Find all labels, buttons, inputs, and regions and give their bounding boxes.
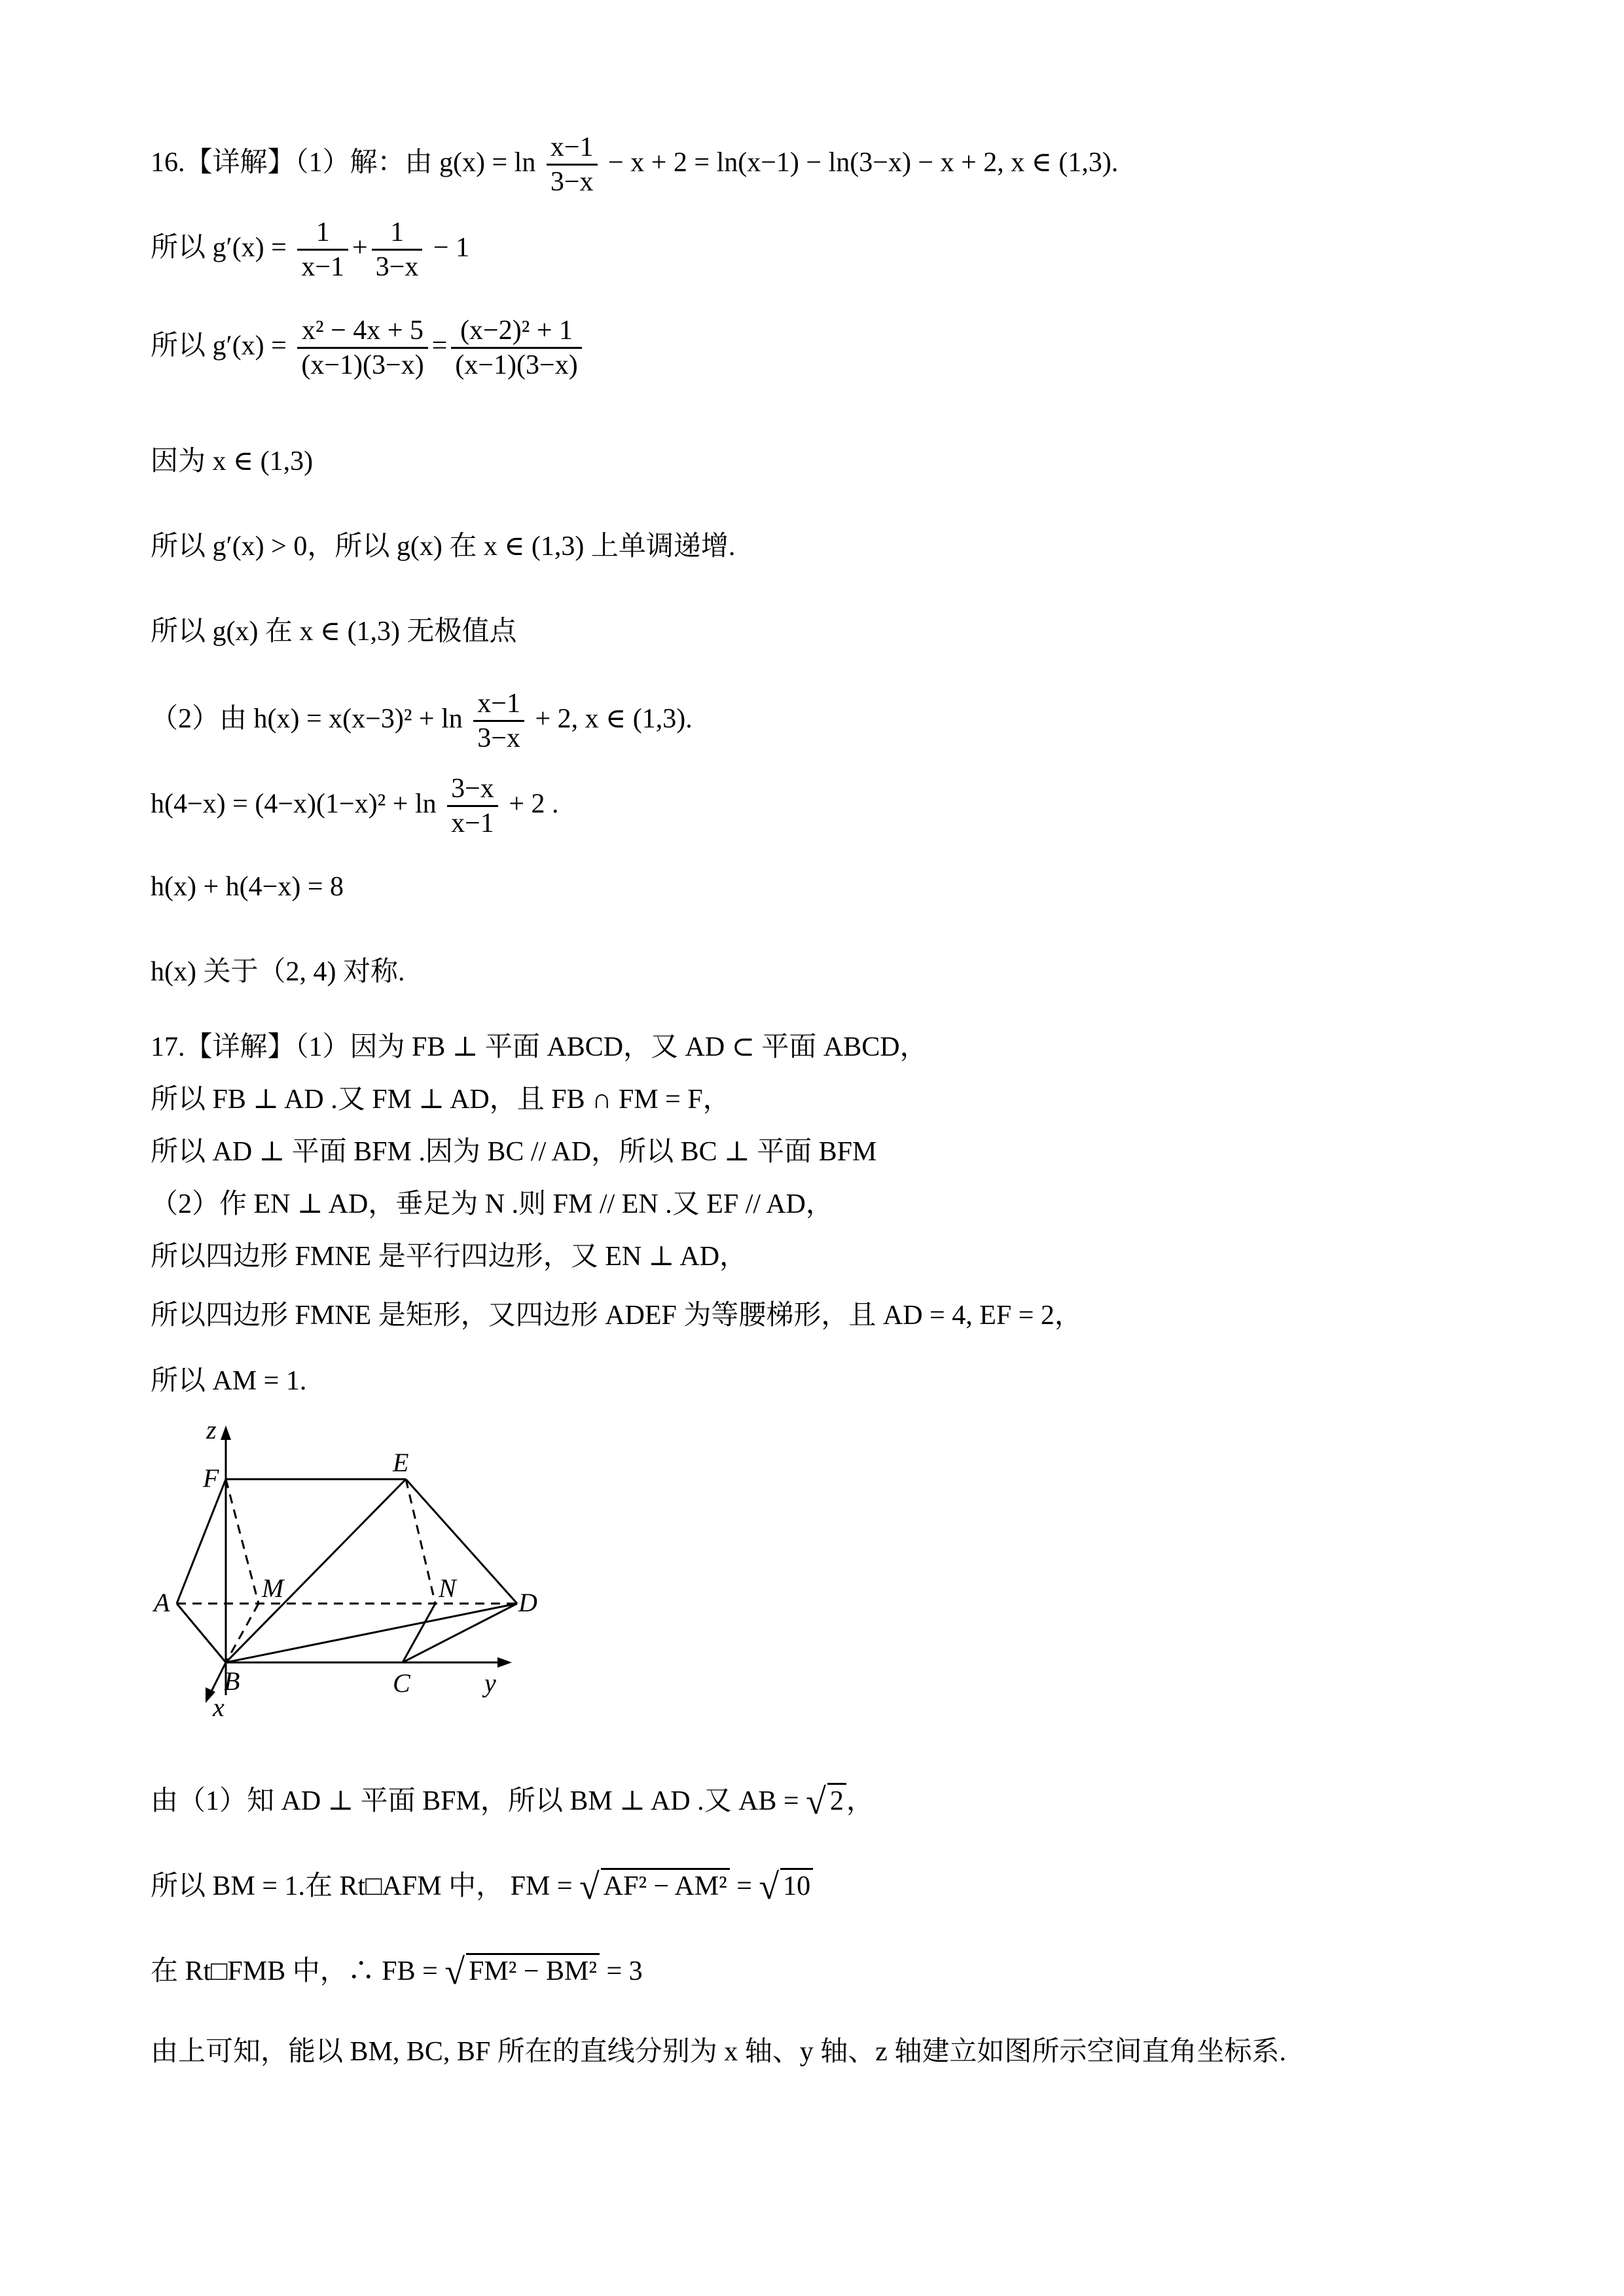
label-M: M [262, 1573, 284, 1603]
line-16-intro: 16.【详解】（1）解：由 g(x) = ln $\frac{x-1}{3-x}$ − x + 2 = ln(x−1) − ln(3−x) − x + 2, x ∈ (1,3). [151, 131, 1118, 199]
z-axis-arrow [221, 1426, 231, 1440]
line-17-5: 所以四边形 FMNE 是平行四边形，又 EN ⊥ AD， [151, 1242, 748, 1272]
line-17-am: 所以 AM = 1. [151, 1366, 307, 1396]
line-h-4-minus-x: h(4−x) = (4−x)(1−x)² + ln $\frac{3-x}{x-1}$ + 2 . [151, 772, 559, 840]
line-symmetry: h(x) 关于（2, 4) 对称. [151, 957, 405, 987]
line-17-2: 所以 FB ⊥ AD .又 FM ⊥ AD，且 FB ∩ FM = F， [151, 1085, 731, 1115]
fraction: $\frac{1}{3-x}$ [372, 216, 423, 284]
line-no-extremum: 所以 g(x) 在 x ∈ (1,3) 无极值点 [151, 617, 517, 647]
line-fm: 所以 BM = 1.在 Rt□AFM 中， FM = √ AF² − AM² = √ 10 [151, 1865, 813, 1909]
line-17-6: 所以四边形 FMNE 是矩形，又四边形 ADEF 为等腰梯形，且 AD = 4, EF = 2， [151, 1300, 1082, 1331]
fraction: $\frac{3-x}{x-1}$ [447, 772, 498, 840]
fraction: $\frac{x-1}{3-x}$ [473, 687, 524, 755]
fraction: $\frac{\text{x² − 4x + 5}}{(x-1)(3-x)}$ [297, 314, 427, 382]
label-D: D [518, 1588, 537, 1617]
line-coordinate-system: 由上可知，能以 BM, BC, BF 所在的直线分别为 x 轴、y 轴、z 轴建立如图所示空间直角坐标系. [151, 2037, 1286, 2067]
line-part2-h: （2）由 h(x) = x(x−3)² + ln $\frac{x-1}{3-x}$ + 2, x ∈ (1,3). [151, 687, 693, 755]
fraction: $\frac{\text{(x−2)² + 1}}{(x-1)(3-x)}$ [451, 314, 581, 382]
line-h-sum: h(x) + h(4−x) = 8 [151, 872, 344, 902]
line-derivative-2: 所以 g′(x) = $\frac{\text{x² − 4x + 5}}{(x-1)(3-x)}$ = $\frac{\text{(x−2)² + 1}}{(x-1)(3-x)}$ [151, 314, 586, 382]
edge-FM [226, 1479, 259, 1604]
edge-EB [226, 1479, 406, 1662]
fraction: $\frac{x-1}{3-x}$ [547, 131, 598, 199]
label-F: F [203, 1463, 219, 1493]
label-z: z [206, 1415, 217, 1444]
edge-ED [406, 1479, 517, 1604]
label-N: N [439, 1573, 456, 1603]
line-17-part2: （2）作 EN ⊥ AD，垂足为 N .则 FM // EN .又 EF // AD， [151, 1189, 833, 1219]
edge-FA [177, 1479, 226, 1604]
line-17-intro: 17.【详解】（1）因为 FB ⊥ 平面 ABCD，又 AD ⊂ 平面 ABCD， [151, 1032, 928, 1062]
geometry-figure [151, 1414, 556, 1728]
label-y: y [484, 1668, 496, 1698]
edge-EN [406, 1479, 435, 1604]
fraction: $\frac{1}{x-1}$ [297, 216, 348, 284]
line-17-3: 所以 AD ⊥ 平面 BFM .因为 BC // AD，所以 BC ⊥ 平面 BFM [151, 1137, 877, 1167]
line-fb: 在 Rt□FMB 中，∴ FB = √ FM² − BM² = 3 [151, 1952, 643, 1992]
label-C: C [393, 1668, 410, 1698]
label-B: B [224, 1666, 240, 1696]
line-domain: 因为 x ∈ (1,3) [151, 446, 314, 476]
label-x: x [213, 1693, 225, 1722]
line-increasing: 所以 g′(x) > 0，所以 g(x) 在 x ∈ (1,3) 上单调递增. [151, 531, 736, 562]
y-axis-arrow [497, 1657, 512, 1668]
line-bm-ad: 由（1）知 AD ⊥ 平面 BFM，所以 BM ⊥ AD .又 AB = √ 2， [151, 1782, 874, 1822]
edge-AB [177, 1604, 226, 1662]
label-E: E [393, 1448, 409, 1477]
label-A: A [154, 1588, 170, 1617]
line-derivative-1: 所以 g′(x) = $\frac{1}{x-1}$ + $\frac{1}{3-x}$ − 1 [151, 216, 469, 284]
edge-BD [226, 1604, 517, 1662]
